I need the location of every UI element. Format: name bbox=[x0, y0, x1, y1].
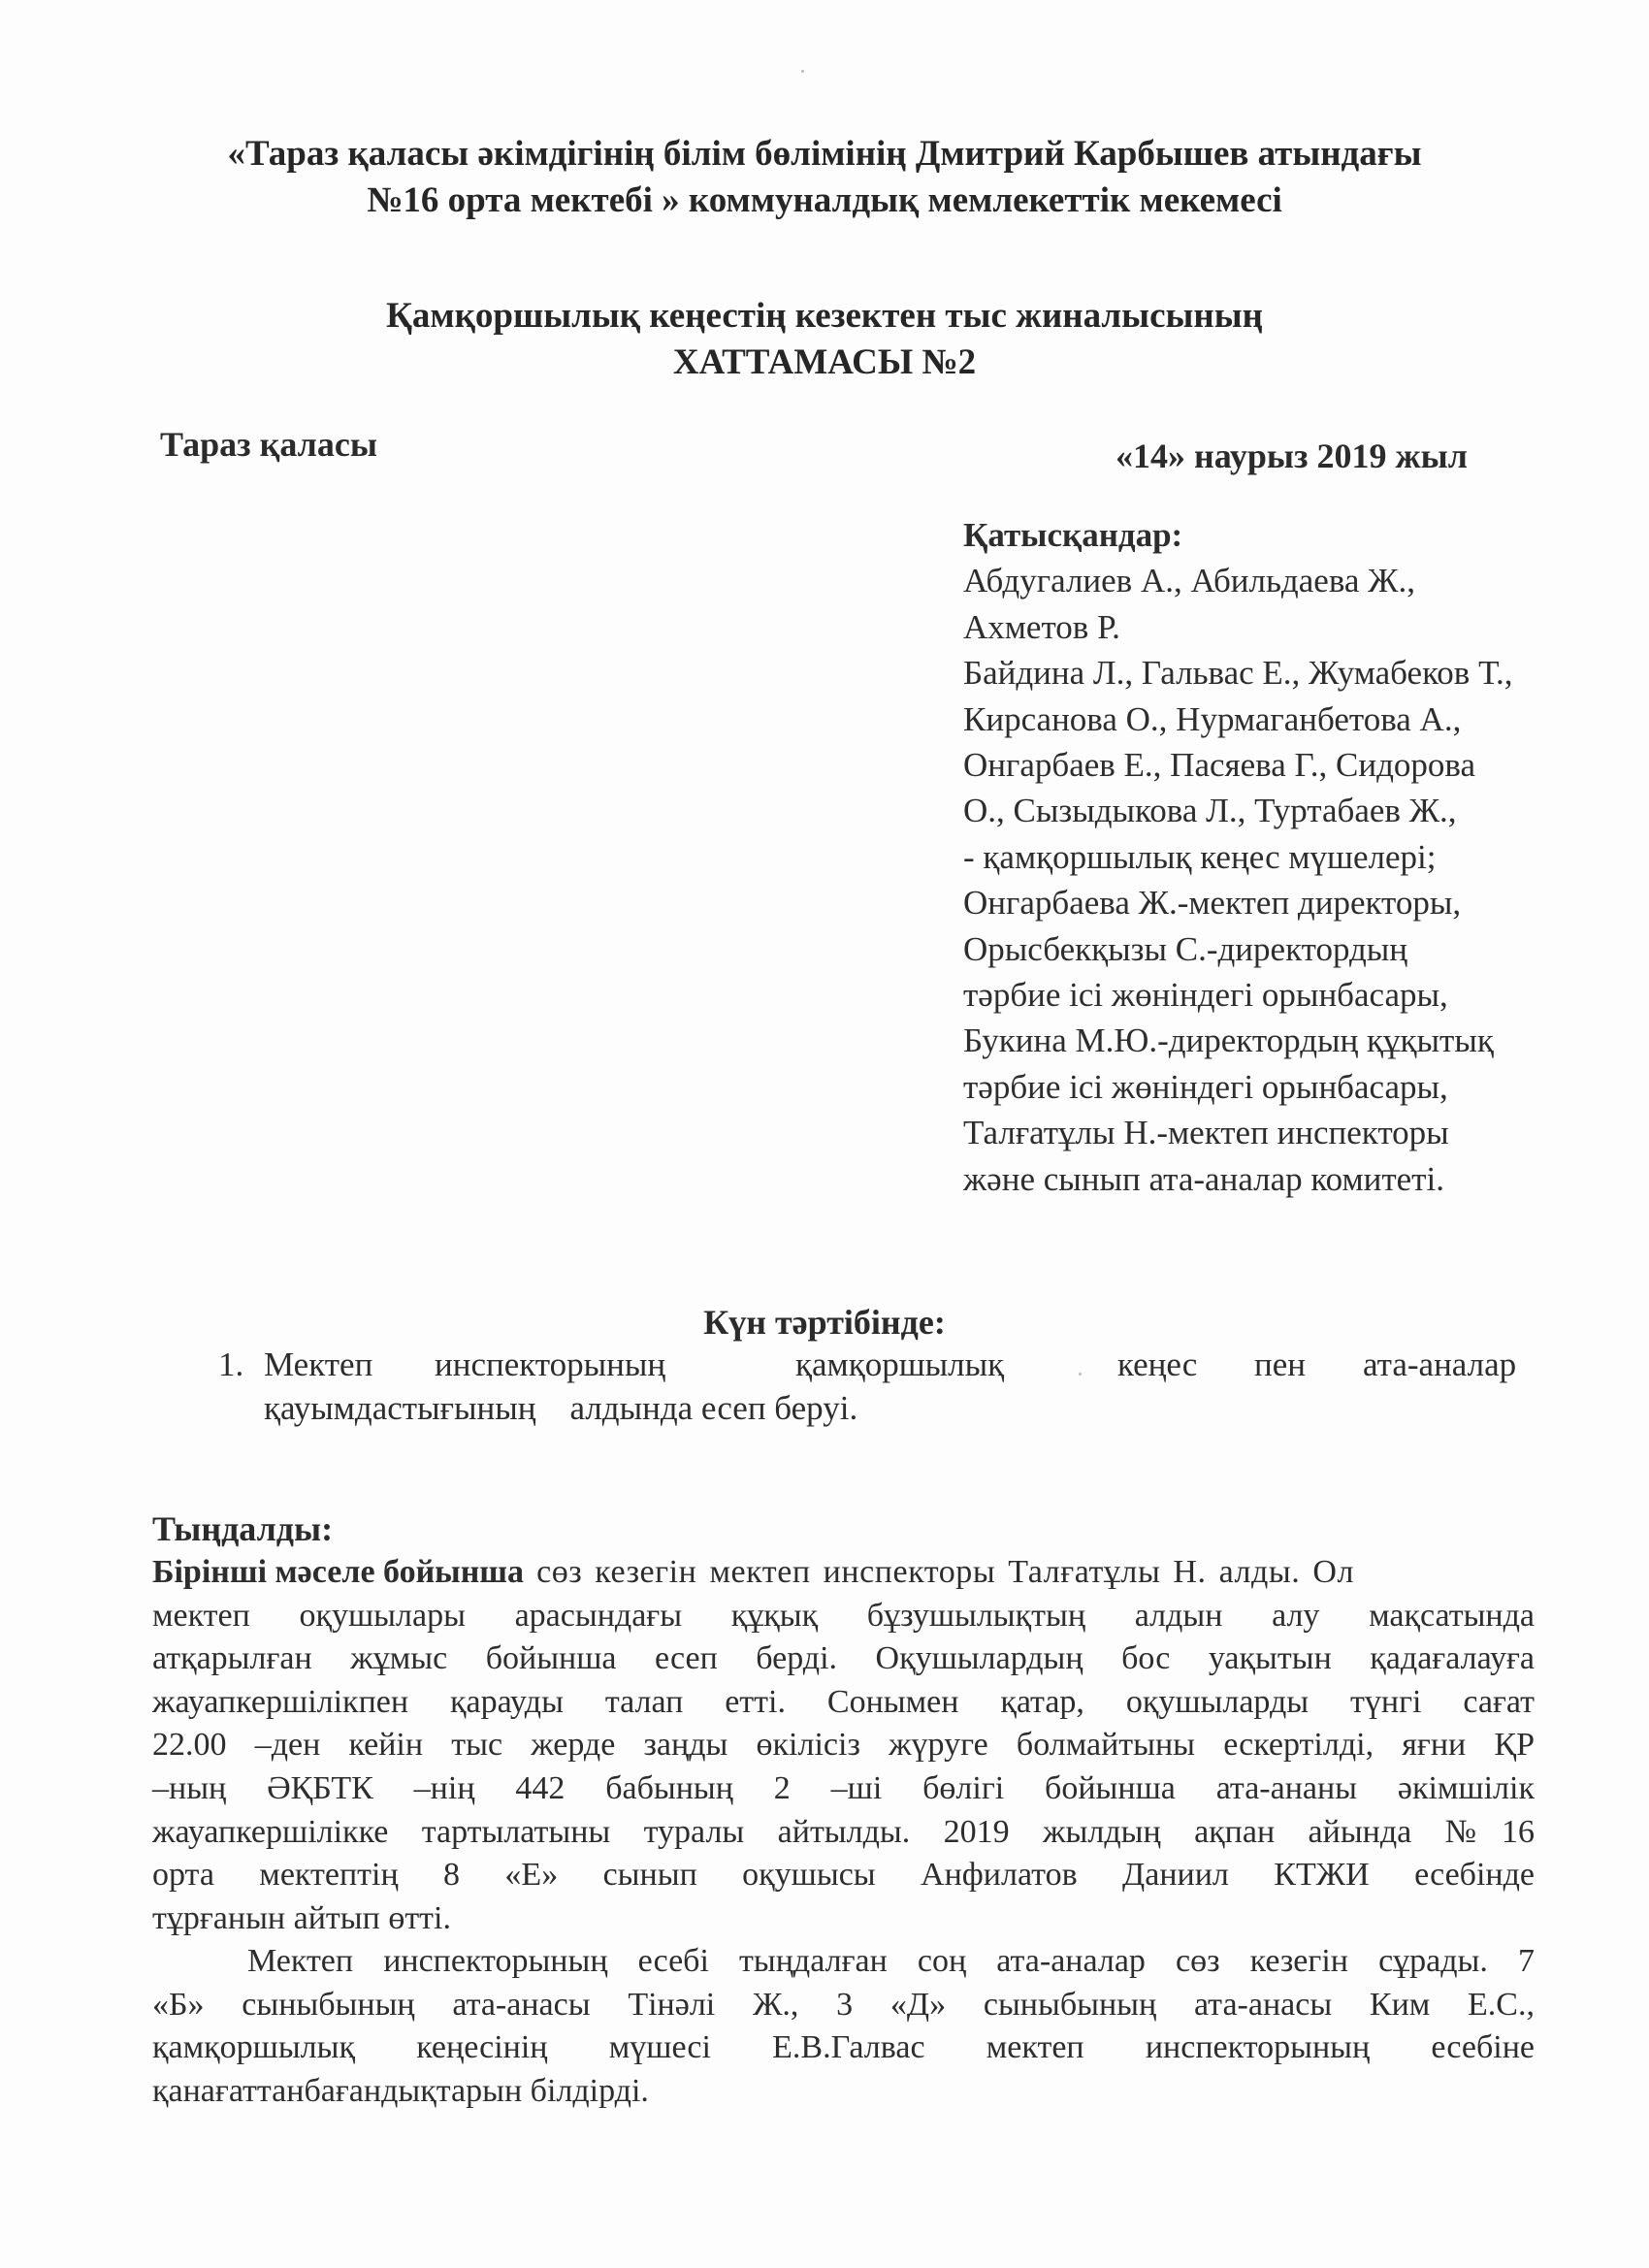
agenda-word: Мектеп bbox=[264, 1345, 373, 1383]
agenda-word: қамқоршылық bbox=[795, 1345, 1005, 1383]
agenda-item-line-2: қауымдастығының алдында есеп беруі. bbox=[264, 1389, 858, 1427]
participant-line: Букина М.Ю.-директордың құқытық bbox=[963, 1021, 1494, 1060]
date-label: «14» наурыз 2019 жыл bbox=[1116, 437, 1468, 475]
heard-title: Тыңдалды: bbox=[152, 1509, 334, 1548]
paragraph-line: қамқоршылық кеңесінің мүшесі Е.В.Галвас мектеп инспекторының есебіне bbox=[152, 2029, 1535, 2066]
paragraph-line: орта мектептің 8 «Е» сынып оқушысы Анфилатов Даниил КТЖИ есебінде bbox=[152, 1857, 1535, 1894]
paragraph-line: –ның ӘҚБТК –нің 442 бабының 2 –ші бөлігі бойынша ата-ананы әкімшілік bbox=[152, 1769, 1535, 1806]
participant-line: Кирсанова О., Нурмаганбетова А., bbox=[963, 699, 1462, 738]
agenda-item-number: 1. bbox=[218, 1345, 244, 1383]
paragraph-line: Мектеп инспекторының есебі тыңдалған соң ата-аналар сөз кезегін сұрады. 7 bbox=[247, 1943, 1535, 1979]
paragraph-line: атқарылған жұмыс бойынша есеп берді. Оқушылардың бос уақытын қадағалауға bbox=[152, 1640, 1535, 1677]
participant-line: Талғатұлы Н.-мектеп инспекторы bbox=[963, 1114, 1449, 1152]
paragraph-line: жауапкершілікпен қарауды талап етті. Сонымен қатар, оқушыларды түнгі сағат bbox=[152, 1683, 1535, 1720]
participant-line: Байдина Л., Гальвас Е., Жумабеков Т., bbox=[963, 654, 1513, 693]
participant-line: Ахметов Р. bbox=[963, 607, 1120, 646]
document-title-line-1: Қамқоршылық кеңестің кезектен тыс жиналысының bbox=[386, 296, 1263, 336]
paragraph-line bbox=[152, 1551, 1535, 1595]
agenda-item bbox=[218, 1343, 1533, 1435]
participant-line: Онгарбаева Ж.-мектеп директоры, bbox=[963, 884, 1462, 923]
participants-block bbox=[963, 512, 1603, 1202]
participant-line: Абдугалиев А., Абильдаева Ж., bbox=[963, 562, 1416, 600]
participants-title: Қатысқандар: bbox=[963, 516, 1183, 554]
paragraph-2 bbox=[152, 1940, 1535, 2113]
paragraph-line: «Б» сыныбының ата-анасы Тінәлі Ж., 3 «Д» сыныбының ата-анасы Ким Е.С., bbox=[152, 1986, 1535, 2023]
agenda-word: инспекторының bbox=[435, 1345, 666, 1383]
participant-line: - қамқоршылық кеңес мүшелері; bbox=[963, 837, 1437, 876]
participant-line: Орысбекқызы С.-директордың bbox=[963, 929, 1408, 968]
paragraph-line: 22.00 –ден кейін тыс жерде заңды өкілісіз жүруге болмайтыны ескертілді, яғни ҚР bbox=[152, 1727, 1535, 1764]
first-issue-lead: Бірінші мәселе бойынша bbox=[152, 1554, 525, 1590]
paragraph-1 bbox=[152, 1551, 1535, 1940]
scan-speck bbox=[801, 70, 804, 73]
participant-line: тәрбие ісі жөніндегі орынбасары, bbox=[963, 976, 1448, 1015]
city-label: Тараз қаласы bbox=[160, 425, 377, 464]
agenda-title: Күн тәртібінде: bbox=[703, 1303, 946, 1342]
agenda-word: ата-аналар bbox=[1363, 1345, 1517, 1383]
organization-name-line-1: «Тараз қаласы әкімдігінің білім бөлімінің Дмитрий Карбышев атындағы bbox=[227, 134, 1422, 174]
paragraph-line: жауапкершілікке тартылатыны туралы айтылды. 2019 жылдың ақпан айында №16 bbox=[152, 1813, 1535, 1850]
paragraph-line-text: сөз кезегін мектеп инспекторы Талғатұлы Н. алды. Ол bbox=[524, 1554, 1355, 1590]
document-title bbox=[146, 293, 1504, 386]
paragraph-line: мектеп оқушылары арасындағы құқық бұзушылықтың алдын алу мақсатында bbox=[152, 1597, 1535, 1634]
document-title-line-2: ХАТТАМАСЫ №2 bbox=[672, 342, 977, 382]
agenda-word: кеңес bbox=[1117, 1345, 1198, 1383]
participant-line: Онгарбаев Е., Пасяева Г., Сидорова bbox=[963, 746, 1476, 785]
organization-name bbox=[146, 131, 1504, 224]
participant-line: тәрбие ісі жөніндегі орынбасары, bbox=[963, 1067, 1448, 1106]
paragraph-line: қанағаттанбағандықтарын білдірді. bbox=[152, 2072, 649, 2109]
organization-name-line-2: №16 орта мектебі » коммуналдық мемлекеттік мекемесі bbox=[367, 180, 1282, 220]
participant-line: О., Сызыдыкова Л., Туртабаев Ж., bbox=[963, 792, 1457, 830]
participant-line: және сынып ата-аналар комитеті. bbox=[963, 1159, 1444, 1198]
scan-speck bbox=[1079, 1373, 1082, 1376]
paragraph-line: тұрғанын айтып өтті. bbox=[152, 1899, 451, 1936]
agenda-word: пен bbox=[1254, 1345, 1306, 1383]
